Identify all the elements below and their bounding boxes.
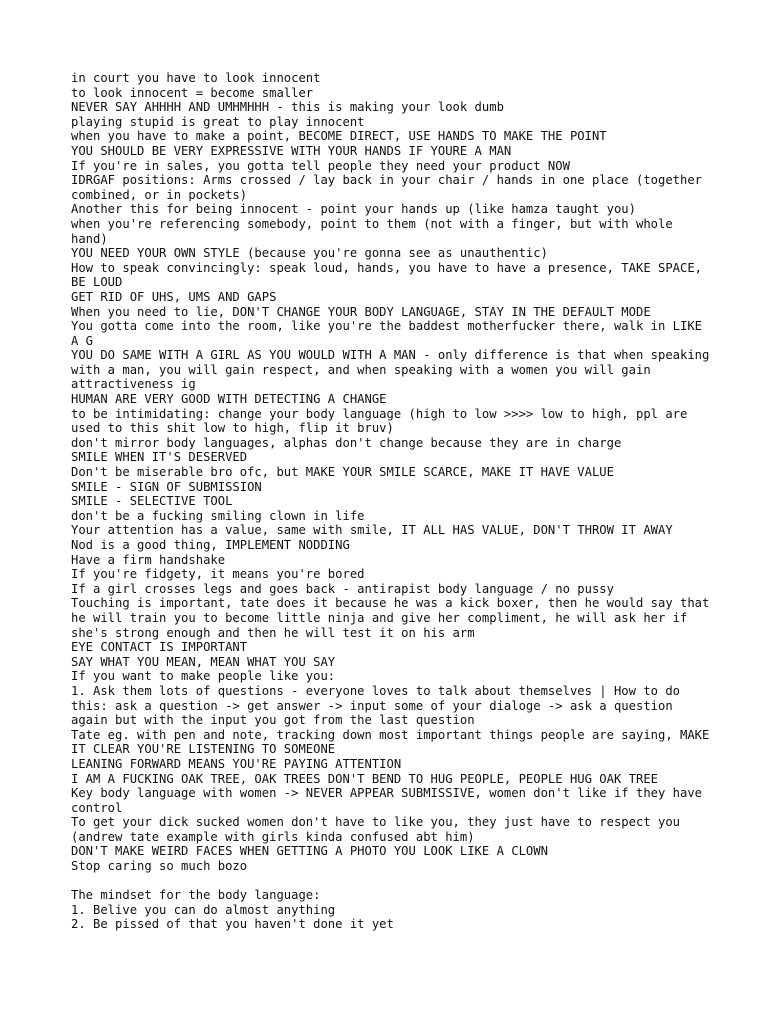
text-line: SAY WHAT YOU MEAN, MEAN WHAT YOU SAY	[71, 654, 336, 669]
text-line: Touching is important, tate does it because he was a kick boxer, then he would say that he will train you to become little ninja and give her compliment, he will ask her if she's strong enough and then he will test it on his arm	[71, 596, 717, 640]
text-line: NEVER SAY AHHHH AND UMHMHHH - this is making your look dumb	[71, 100, 504, 115]
text-line: Your attention has a value, same with smile, IT ALL HAS VALUE, DON'T THROW IT AWAY	[71, 523, 673, 538]
text-line: playing stupid is great to play innocent	[71, 114, 365, 129]
text-line: When you need to lie, DON'T CHANGE YOUR BODY LANGUAGE, STAY IN THE DEFAULT MODE	[71, 304, 651, 319]
text-line	[71, 874, 711, 889]
text-line: SMILE - SELECTIVE TOOL	[71, 494, 233, 509]
text-line: YOU NEED YOUR OWN STYLE (because you're gonna see as unauthentic)	[71, 246, 548, 261]
text-line: Key body language with women -> NEVER APPEAR SUBMISSIVE, women don't like if they have control	[71, 786, 710, 815]
text-line: Have a firm handshake	[71, 552, 226, 567]
text-line: To get your dick sucked women don't have to like you, they just have to respect you (andrew tate example with girls kinda confused abt him)	[71, 815, 688, 844]
text-line: 2. Be pissed of that you haven't done it yet	[71, 917, 394, 932]
text-line: when you have to make a point, BECOME DIRECT, USE HANDS TO MAKE THE POINT	[71, 129, 607, 144]
text-line: The mindset for the body language:	[71, 888, 321, 903]
text-line: DON'T MAKE WEIRD FACES WHEN GETTING A PHOTO YOU LOOK LIKE A CLOWN	[71, 844, 548, 859]
text-line: GET RID OF UHS, UMS AND GAPS	[71, 289, 277, 304]
text-line: EYE CONTACT IS IMPORTANT	[71, 640, 248, 655]
text-line: HUMAN ARE VERY GOOD WITH DETECTING A CHANGE	[71, 392, 387, 407]
text-line: SMILE - SIGN OF SUBMISSION	[71, 479, 262, 494]
text-line: don't be a fucking smiling clown in life	[71, 508, 365, 523]
text-line: If you're fidgety, it means you're bored	[71, 567, 365, 582]
text-line: Nod is a good thing, IMPLEMENT NODDING	[71, 538, 350, 552]
text-line: IDRGAF positions: Arms crossed / lay back in your chair / hands in one place (together combined, or in pockets)	[71, 173, 710, 202]
text-line: Don't be miserable bro ofc, but MAKE YOUR SMILE SCARCE, MAKE IT HAVE VALUE	[71, 465, 614, 480]
document-body	[71, 71, 717, 932]
text-line: If a girl crosses legs and goes back - antirapist body language / no pussy	[71, 581, 614, 596]
text-line: I AM A FUCKING OAK TREE, OAK TREES DON'T BEND TO HUG PEOPLE, PEOPLE HUG OAK TREE	[71, 771, 658, 786]
text-line: How to speak convincingly: speak loud, hands, you have to have a presence, TAKE SPACE, BE LOUD	[71, 260, 710, 290]
text-line: in court you have to look innocent	[71, 71, 321, 85]
text-line: don't mirror body languages, alphas don't change because they are in charge	[71, 435, 622, 450]
text-line: LEANING FORWARD MEANS YOU'RE PAYING ATTENTION	[71, 756, 402, 771]
text-line: to be intimidating: change your body language (high to low >>>> low to high, ppl are used to this shit low to high, flip it bruv)	[71, 406, 695, 436]
text-line: 1. Ask them lots of questions - everyone loves to talk about themselves | How to do this: ask a question -> get answer -> input some of your dialoge -> ask a question again but with the input you got from the last question	[71, 683, 688, 728]
text-line: 1. Belive you can do almost anything	[71, 902, 336, 917]
text-line: to look innocent = become smaller	[71, 85, 314, 100]
text-line: You gotta come into the room, like you're the baddest motherfucker there, walk in LIKE A G	[71, 319, 710, 348]
text-line: Another this for being innocent - point your hands up (like hamza taught you)	[71, 202, 636, 217]
text-line: SMILE WHEN IT'S DESERVED	[71, 450, 248, 465]
text-line: Tate eg. with pen and note, tracking down most important things people are saying, MAKE IT CLEAR YOU'RE LISTENING TO SOMEONE	[71, 727, 717, 757]
text-line: If you want to make people like you:	[71, 669, 336, 684]
text-line: YOU SHOULD BE VERY EXPRESSIVE WITH YOUR HANDS IF YOURE A MAN	[71, 143, 512, 158]
text-line: If you're in sales, you gotta tell people they need your product NOW	[71, 158, 570, 173]
text-line: YOU DO SAME WITH A GIRL AS YOU WOULD WITH A MAN - only difference is that when speaking with a man, you will gain respect, and when speaking with a women you will gain attractiveness ig	[71, 348, 717, 392]
text-line: when you're referencing somebody, point to them (not with a finger, but with whole hand)	[71, 216, 681, 246]
text-line: Stop caring so much bozo	[71, 859, 248, 874]
